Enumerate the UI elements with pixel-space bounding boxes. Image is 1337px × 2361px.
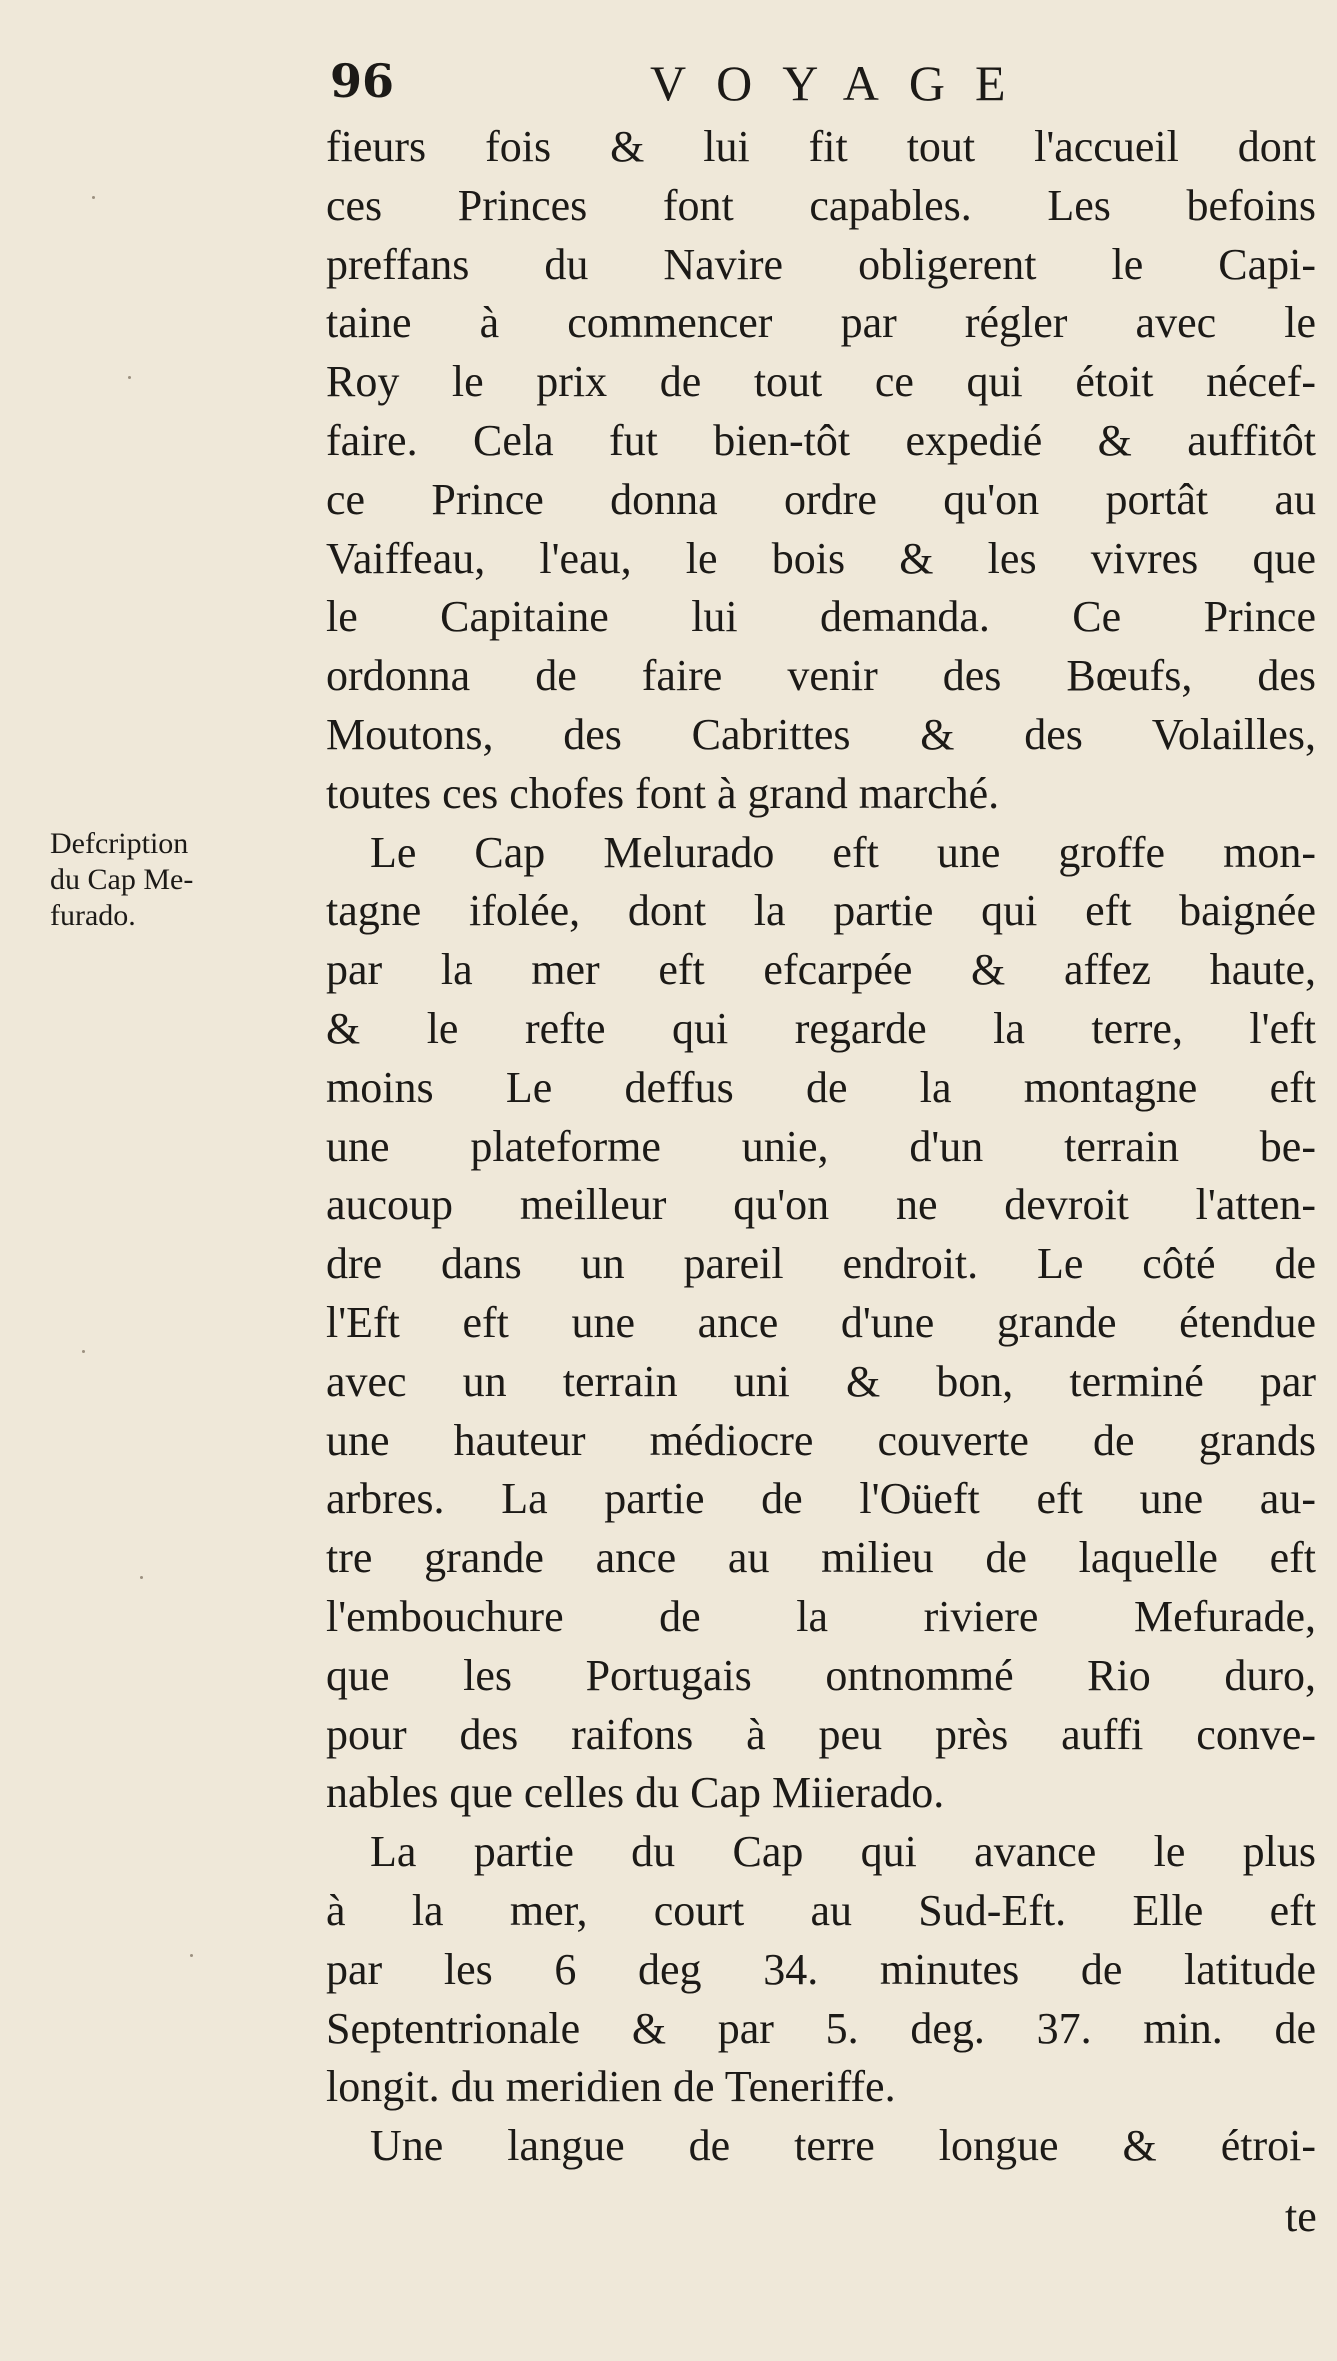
catchword: te — [1285, 2192, 1317, 2241]
text-line: preffans du Navire obligerent le Capi- — [326, 239, 1316, 289]
text-line: une hauteur médiocre couverte de grands — [326, 1415, 1316, 1465]
body-text — [326, 118, 1316, 2176]
text-line: dre dans un pareil endroit. Le côté de — [326, 1239, 1316, 1289]
text-line: ce Prince donna ordre qu'on portât au — [326, 474, 1316, 524]
text-line: une plateforme unie, d'un terrain be- — [326, 1121, 1316, 1171]
text-line: le Capitaine lui demanda. Ce Prince — [326, 592, 1316, 642]
text-line: longit. du meridien de Teneriffe. — [326, 2062, 896, 2112]
text-line: Vaiffeau, l'eau, le bois & les vivres que — [326, 533, 1316, 583]
text-line: ces Princes font capables. Les befoins — [326, 180, 1316, 230]
running-title: VOYAGE — [650, 55, 1036, 111]
paper-speck — [140, 1576, 143, 1579]
text-line: tre grande ance au milieu de laquelle eft — [326, 1533, 1316, 1583]
paper-speck — [128, 376, 131, 379]
marginal-note-line: du Cap Me- — [50, 863, 194, 896]
text-line: l'embouchure de la riviere Mefurade, — [326, 1591, 1316, 1641]
text-line: arbres. La partie de l'Oüeft eft une au- — [326, 1474, 1316, 1524]
text-line: tagne ifolée, dont la partie qui eft baignée — [326, 886, 1316, 936]
text-line: à la mer, court au Sud-Eft. Elle eft — [326, 1885, 1316, 1935]
text-line: pour des raifons à peu près auffi conve- — [326, 1709, 1316, 1759]
text-line: avec un terrain uni & bon, terminé par — [326, 1356, 1316, 1406]
text-line: taine à commencer par régler avec le — [326, 298, 1316, 348]
text-line: nables que celles du Cap Miierado. — [326, 1768, 945, 1818]
text-line: par la mer eft efcarpée & affez haute, — [326, 945, 1316, 995]
text-line: par les 6 deg 34. minutes de latitude — [326, 1944, 1316, 1994]
text-line: & le refte qui regarde la terre, l'eft — [326, 1003, 1316, 1053]
page-number: 96 — [330, 54, 395, 108]
text-line: Moutons, des Cabrittes & des Volailles, — [326, 709, 1316, 759]
paper-speck — [190, 1954, 193, 1957]
text-line: que les Portugais ontnommé Rio duro, — [326, 1650, 1316, 1700]
paper-speck — [92, 196, 95, 199]
text-line: l'Eft eft une ance d'une grande étendue — [326, 1297, 1316, 1347]
text-line: faire. Cela fut bien-tôt expedié & auffitôt — [326, 415, 1316, 465]
text-line: ordonna de faire venir des Bœufs, des — [326, 651, 1316, 701]
text-line: fieurs fois & lui fit tout l'accueil dont — [326, 122, 1316, 171]
text-line: Septentrionale & par 5. deg. 37. min. de — [326, 2003, 1316, 2053]
text-line: Le Cap Melurado eft une groffe mon- — [370, 827, 1316, 877]
text-line: toutes ces chofes font à grand marché. — [326, 768, 1000, 818]
text-line: La partie du Cap qui avance le plus — [370, 1827, 1316, 1877]
marginal-note-line: furado. — [50, 899, 136, 932]
text-line: aucoup meilleur qu'on ne devroit l'atten- — [326, 1180, 1316, 1230]
paper-speck — [82, 1350, 85, 1353]
marginal-note-line: Defcription — [50, 827, 189, 860]
text-line: moins Le deffus de la montagne eft — [326, 1062, 1316, 1112]
text-line: Roy le prix de tout ce qui étoit nécef- — [326, 357, 1316, 407]
text-line: Une langue de terre longue & étroi- — [370, 2121, 1316, 2171]
marginal-note — [50, 826, 330, 934]
